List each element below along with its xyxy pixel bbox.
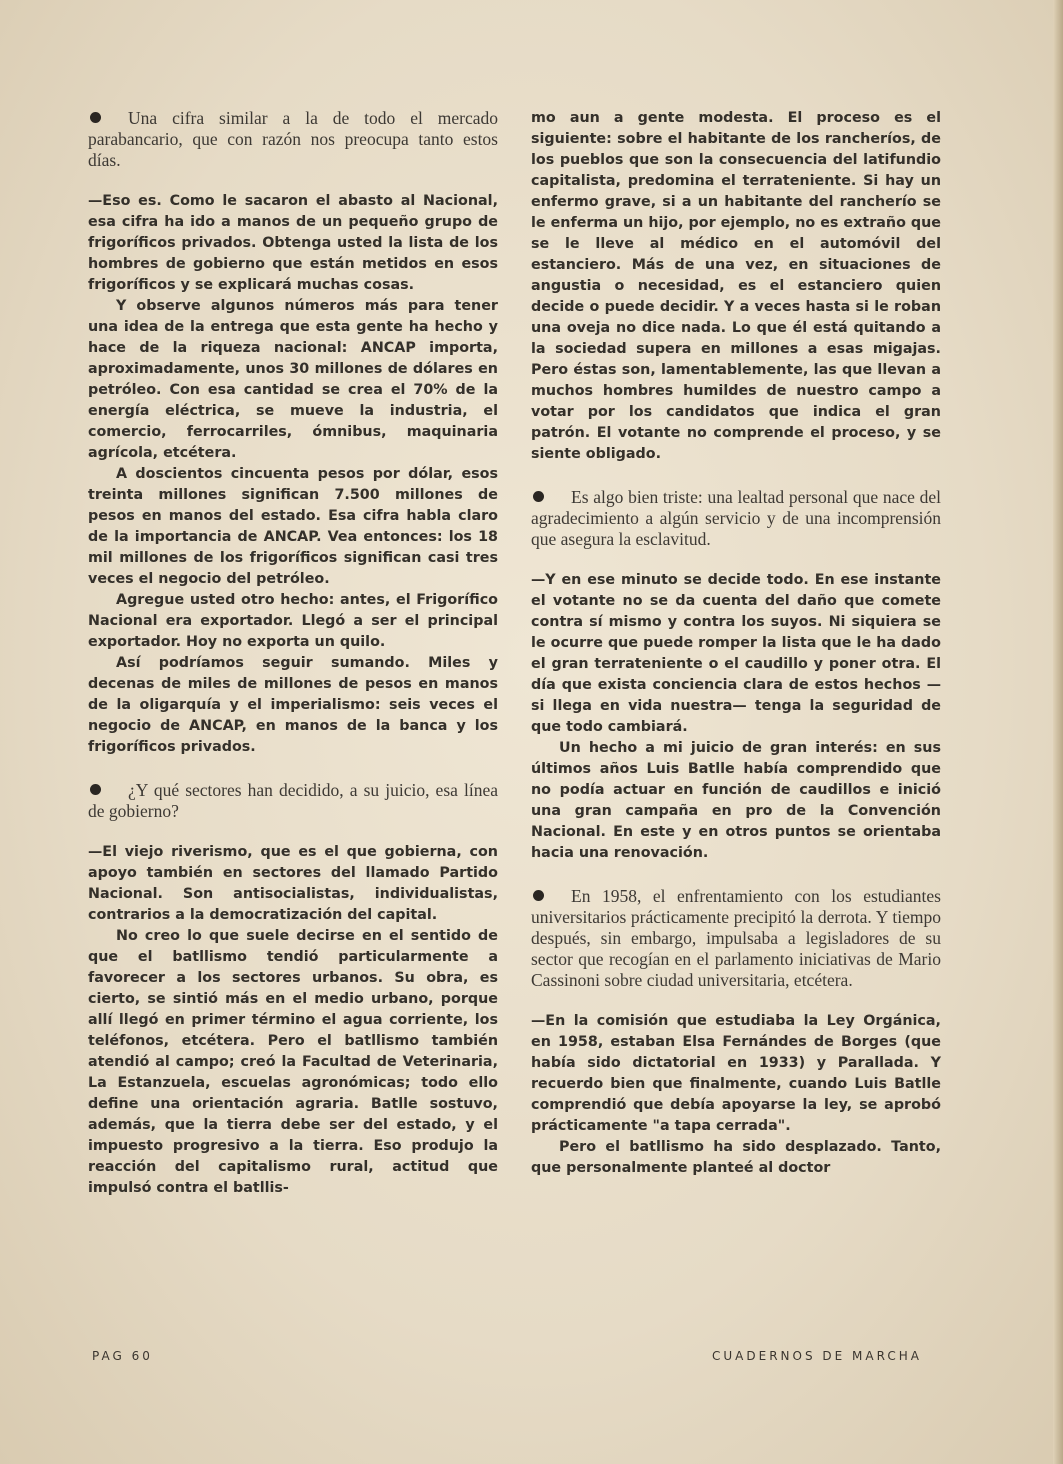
answer-paragraph: A doscientos cincuenta pesos por dólar, esos treinta millones significan 7.500 millones de pesos en manos del estado. Esa cifra habla claro de la importancia de ANCAP. Vea entonces: los 18 mil millones de los frigoríficos significan casi tres veces el negocio del petróleo. bbox=[88, 466, 498, 587]
page-number: PAG 60 bbox=[92, 1349, 153, 1363]
publication-name: CUADERNOS DE MARCHA bbox=[712, 1349, 922, 1363]
bullet-icon bbox=[90, 112, 101, 123]
left-column bbox=[88, 108, 498, 1199]
answer-paragraph: —El viejo riverismo, que es el que gobierna, con apoyo también en sectores del llamado Partido Nacional. Son antisocialistas, individualistas, contrarios a la democratización del capital. bbox=[88, 844, 498, 923]
question-paragraph: Una cifra similar a la de todo el mercado parabancario, que con razón nos preocupa tanto estos días. bbox=[88, 108, 498, 170]
answer-paragraph: —En la comisión que estudiaba la Ley Orgánica, en 1958, estaban Elsa Fernándes de Borges (que había sido dictatorial en 1933) y Parallada. Y recuerdo bien que finalmente, cuando Luis Batlle comprendió que debía apoyarse la ley, se aprobó prácticamente "a tapa cerrada". bbox=[531, 1013, 941, 1134]
bullet-icon bbox=[533, 890, 544, 901]
answer-paragraph: No creo lo que suele decirse en el sentido de que el batllismo tendió particularmente a favorecer a los sectores urbanos. Su obra, es cierto, se sintió más en el medio urbano, porque allí llegó en primer término el agua corriente, los teléfonos, etcétera. Pero el batllismo también atendió al campo; creó la Facultad de Veterinaria, La Estanzuela, escuelas agronómicas; todo ello define una orientación agraria. Batlle sostuvo, además, que la tierra debe ser del estado, y el impuesto progresivo a la tierra. Eso produjo la reacción del capitalismo rural, actitud que impulsó contra el batllis- bbox=[88, 928, 498, 1196]
answer-paragraph: mo aun a gente modesta. El proceso es el siguiente: sobre el habitante de los rancheríos, de los pueblos que son la consecuencia del latifundio capitalista, predomina el terrateniente. Si hay un enfermo grave, si a un habitante del rancherío se le enferma un hijo, por ejemplo, no es extraño que se le lleve al médico en el automóvil del estanciero. Más de una vez, en situaciones de angustia o necesidad, es el estanciero quien decide o puede decidir. Y a veces hasta si le roban una oveja no dice nada. Lo que él está quitando a la sociedad supera en millones a esas migajas. Pero éstas son, lamentablemente, las que llevan a muchos hombres humildes de nuestro campo a votar por los candidatos que indica el gran patrón. El votante no comprende el proceso, y se siente obligado. bbox=[531, 110, 941, 462]
answer-paragraph: Un hecho a mi juicio de gran interés: en sus últimos años Luis Batlle había comprendido que no podía actuar en función de caudillos e inició una gran campaña en pro de la Convención Nacional. En este y en otros puntos se orientaba hacia una renovación. bbox=[531, 740, 941, 861]
answer-paragraph: Así podríamos seguir sumando. Miles y decenas de miles de millones de pesos en manos de la oligarquía y el imperialismo: seis veces el negocio de ANCAP, en manos de la banca y los frigoríficos privados. bbox=[88, 655, 498, 755]
question-paragraph: En 1958, el enfrentamiento con los estudiantes universitarios prácticamente precipitó la derrota. Y tiempo después, sin embargo, impulsaba a legisladores de su sector que recogían en el parlamento iniciativas de Mario Cassinoni sobre ciudad universitaria, etcétera. bbox=[531, 886, 941, 990]
bullet-icon bbox=[533, 491, 544, 502]
answer-paragraph: —Eso es. Como le sacaron el abasto al Nacional, esa cifra ha ido a manos de un pequeño grupo de frigoríficos privados. Obtenga usted la lista de los hombres de gobierno que están metidos en esos frigoríficos y se explicará muchas cosas. bbox=[88, 193, 498, 293]
right-column bbox=[531, 108, 941, 1179]
page-edge-shadow bbox=[1053, 0, 1063, 1464]
answer-paragraph: Pero el batllismo ha sido desplazado. Tanto, que personalmente planteé al doctor bbox=[531, 1139, 941, 1176]
bullet-icon bbox=[90, 784, 101, 795]
answer-paragraph: Agregue usted otro hecho: antes, el Frigorífico Nacional era exportador. Llegó a ser el principal exportador. Hoy no exporta un quilo. bbox=[88, 592, 498, 650]
answer-paragraph: Y observe algunos números más para tener una idea de la entrega que esta gente ha hecho y hace de la riqueza nacional: ANCAP importa, aproximadamente, unos 30 millones de dólares en petróleo. Con esa cantidad se crea el 70% de la energía eléctrica, se mueve la industria, el comercio, ferrocarriles, ómnibus, maquinaria agrícola, etcétera. bbox=[88, 298, 498, 461]
question-paragraph: Es algo bien triste: una lealtad personal que nace del agradecimiento a algún servicio y de una incomprensión que asegura la esclavitud. bbox=[531, 487, 941, 549]
answer-paragraph: —Y en ese minuto se decide todo. En ese instante el votante no se da cuenta del daño que comete contra sí mismo y contra los suyos. Ni siquiera se le ocurre que puede romper la lista que le ha dado el gran terrateniente o el caudillo y poner otra. El día que exista conciencia clara de estos hechos —si llega en vida nuestra— tenga la seguridad de que todo cambiará. bbox=[531, 572, 941, 735]
question-paragraph: ¿Y qué sectores han decidido, a su juicio, esa línea de gobierno? bbox=[88, 780, 498, 821]
